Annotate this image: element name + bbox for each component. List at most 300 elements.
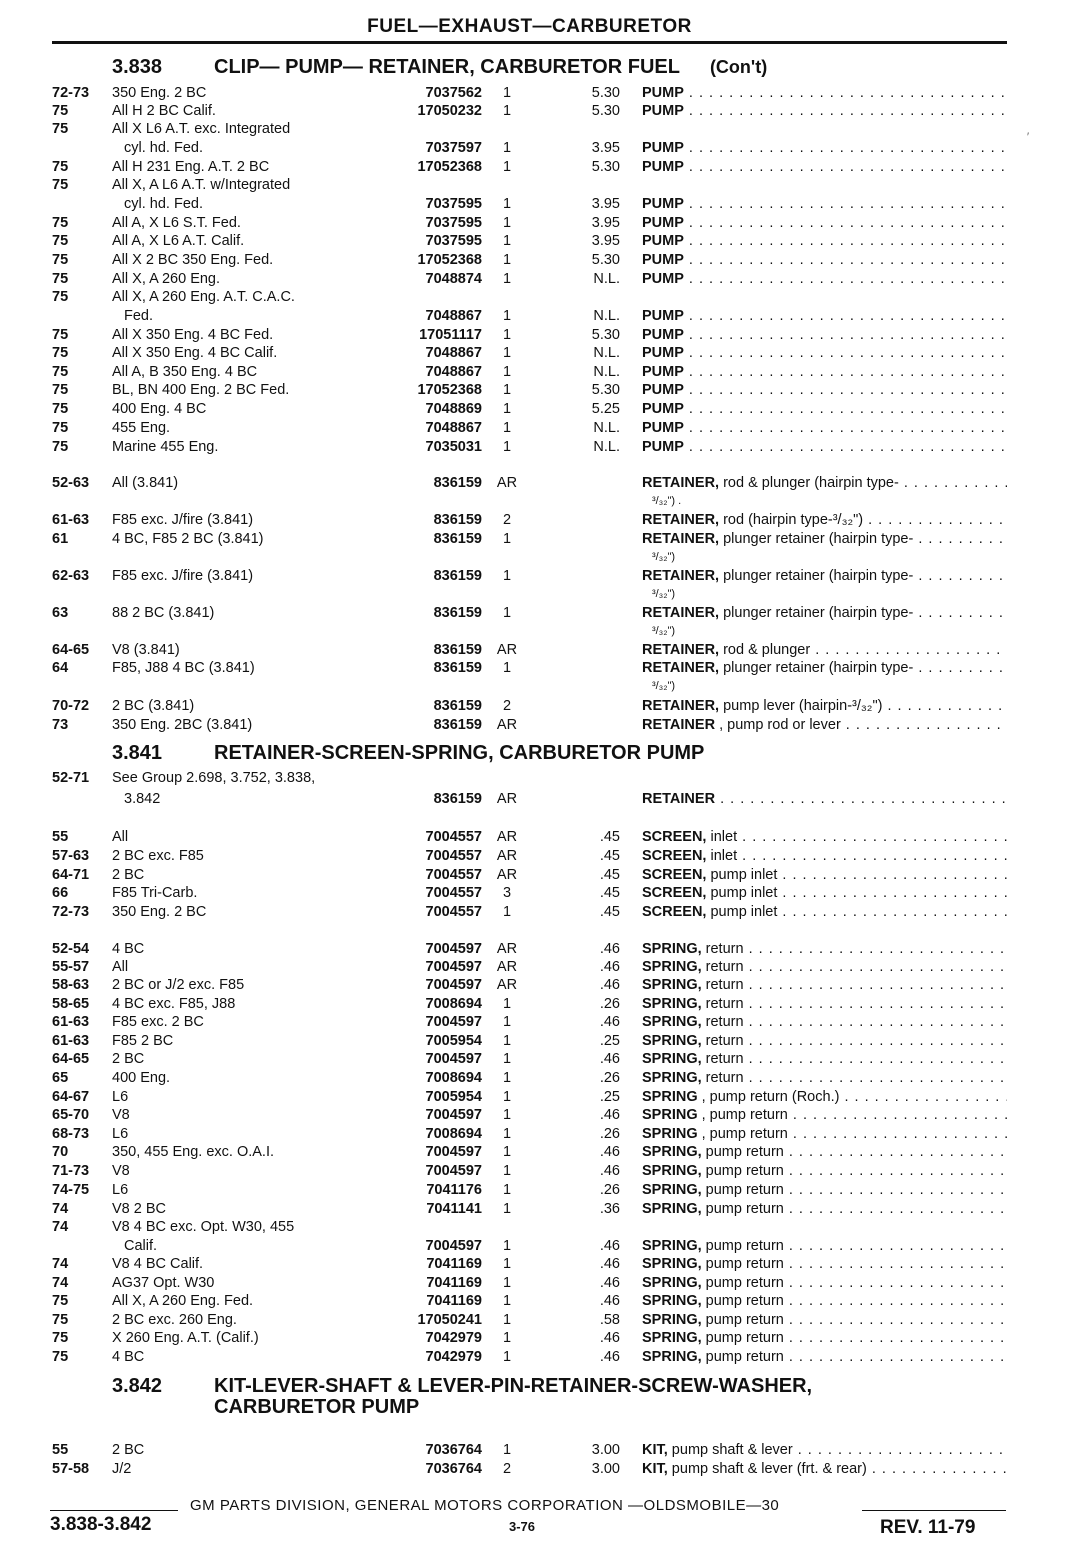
description-cell	[642, 474, 1007, 492]
description-text: pump return	[701, 1182, 784, 1198]
application-cell: All X 350 Eng. 4 BC Calif.	[112, 345, 278, 361]
table-row	[0, 176, 1075, 194]
part-number-cell: 7048874	[425, 271, 482, 287]
section-name: RETAINER-SCREEN-SPRING, CARBURETOR PUMP	[214, 742, 705, 764]
year-cell: 58-65	[52, 996, 90, 1012]
description-cell	[642, 438, 1007, 456]
year-cell: 70-72	[52, 698, 90, 714]
quantity-cell: 1	[502, 1163, 512, 1179]
application-cell: All X L6 A.T. exc. Integrated	[112, 121, 291, 137]
quantity-cell: AR	[496, 848, 518, 864]
quantity-cell: 1	[502, 1256, 512, 1272]
description-text: pump return	[701, 1312, 784, 1328]
quantity-cell: 1	[502, 1126, 512, 1142]
section-name: CLIP— PUMP— RETAINER, CARBURETOR FUEL	[214, 56, 680, 78]
table-row	[0, 1274, 1075, 1292]
table-row	[0, 1460, 1075, 1478]
table-row	[0, 530, 1075, 563]
quantity-cell: 1	[502, 103, 512, 119]
description-cell	[642, 158, 1007, 176]
description-text: rod & plunger	[719, 642, 811, 658]
application-cell: See Group 2.698, 3.752, 3.838,	[112, 770, 316, 786]
quantity-cell: 1	[502, 327, 512, 343]
section-title-3841	[112, 742, 704, 765]
quantity-cell: 1	[502, 1014, 512, 1030]
footer-publisher: GM PARTS DIVISION, GENERAL MOTORS CORPORATION —OLDSMOBILE—30	[190, 1497, 780, 1514]
description-cell	[642, 251, 1007, 269]
description-cell	[642, 1460, 1007, 1478]
table-row	[0, 1032, 1075, 1050]
table-row	[0, 400, 1075, 418]
price-cell: .26	[599, 1126, 620, 1142]
description-text: , pump return	[697, 1126, 788, 1142]
leader-dots	[784, 1330, 1007, 1346]
table-row	[0, 940, 1075, 958]
description-cell	[642, 976, 1007, 994]
description-cell	[642, 1274, 1007, 1292]
quantity-cell: AR	[496, 829, 518, 845]
description-text: pump return	[701, 1201, 784, 1217]
part-number-cell: 836159	[433, 531, 482, 547]
year-cell: 73	[52, 717, 69, 733]
description-cell	[642, 326, 1007, 344]
year-cell: 65	[52, 1070, 69, 1086]
application-cell: 350 Eng. 2BC (3.841)	[112, 717, 253, 733]
section-name: KIT-LEVER-SHAFT & LEVER-PIN-RETAINER-SCREW-WASHER,	[214, 1375, 813, 1397]
part-number-cell: 7004557	[425, 829, 482, 845]
year-cell: 75	[52, 252, 69, 268]
description-keyword: SPRING,	[642, 1070, 702, 1086]
description-cell	[642, 903, 1007, 921]
part-number-cell: 7036764	[425, 1442, 482, 1458]
description-cell	[642, 232, 1007, 250]
part-number-cell: 17050232	[417, 103, 482, 119]
quantity-cell: 3	[502, 885, 512, 901]
description-cell	[642, 1237, 1007, 1255]
price-cell: 3.00	[591, 1461, 620, 1477]
leader-dots	[684, 364, 1007, 380]
table-row	[0, 1069, 1075, 1087]
table-row	[0, 866, 1075, 884]
leader-dots	[744, 941, 1007, 957]
price-cell: 5.30	[591, 252, 620, 268]
year-cell: 55	[52, 1442, 69, 1458]
table-row	[0, 195, 1075, 213]
year-cell: 72-73	[52, 85, 90, 101]
description-cell	[642, 697, 1007, 715]
description-keyword: SPRING,	[642, 941, 702, 957]
leader-dots	[684, 85, 1007, 101]
description-cell	[642, 884, 1007, 902]
leader-dots	[744, 959, 1007, 975]
description-keyword: RETAINER,	[642, 605, 720, 621]
price-cell: .45	[599, 829, 620, 845]
year-cell: 52-63	[52, 475, 90, 491]
part-number-cell: 7005954	[425, 1033, 482, 1049]
description-text: pump return	[701, 1256, 784, 1272]
quantity-cell: 1	[502, 85, 512, 101]
description-cell	[642, 1013, 1007, 1031]
leader-dots	[737, 848, 1007, 864]
description-continuation: ³/₃₂")	[652, 680, 676, 692]
description-keyword: RETAINER	[642, 791, 716, 807]
description-cell	[642, 567, 1007, 585]
description-keyword: RETAINER,	[642, 660, 720, 676]
quantity-cell: 1	[502, 605, 512, 621]
table-row	[0, 84, 1075, 102]
part-number-cell: 836159	[433, 660, 482, 676]
part-number-cell: 7041169	[426, 1256, 482, 1272]
part-number-cell: 7037597	[425, 140, 482, 156]
price-cell: N.L.	[593, 364, 620, 380]
leader-dots	[913, 531, 1007, 547]
leader-dots	[913, 660, 1007, 676]
description-keyword: SPRING,	[642, 1201, 702, 1217]
part-number-cell: 7004557	[425, 885, 482, 901]
price-cell: N.L.	[593, 271, 620, 287]
description-keyword: PUMP	[642, 159, 684, 175]
footer-page-number: 3-76	[509, 1519, 536, 1534]
section-title-3842	[112, 1375, 812, 1416]
leader-dots	[737, 829, 1007, 845]
description-cell	[642, 270, 1007, 288]
table-row	[0, 716, 1075, 734]
table-row	[0, 326, 1075, 344]
quantity-cell: 1	[502, 1089, 512, 1105]
quantity-cell: 1	[502, 1144, 512, 1160]
leader-dots	[684, 345, 1007, 361]
part-number-cell: 7004597	[425, 1238, 482, 1254]
leader-dots	[788, 1126, 1007, 1142]
quantity-cell: AR	[496, 475, 518, 491]
application-cell: All X 2 BC 350 Eng. Fed.	[112, 252, 274, 268]
description-cell	[642, 828, 1007, 846]
price-cell: 5.25	[591, 401, 620, 417]
description-keyword: RETAINER	[642, 717, 716, 733]
application-cell: F85 2 BC	[112, 1033, 174, 1049]
application-cell: 2 BC (3.841)	[112, 698, 195, 714]
application-cell: L6	[112, 1089, 129, 1105]
application-cell: 400 Eng. 4 BC	[112, 401, 207, 417]
leader-dots	[784, 1293, 1007, 1309]
leader-dots	[784, 1238, 1007, 1254]
page-header: FUEL—EXHAUST—CARBURETOR	[367, 16, 692, 37]
table-row	[0, 214, 1075, 232]
quantity-cell: AR	[496, 941, 518, 957]
application-cell: 2 BC	[112, 867, 145, 883]
leader-dots	[788, 1107, 1007, 1123]
quantity-cell: 1	[502, 1330, 512, 1346]
description-keyword: PUMP	[642, 401, 684, 417]
description-cell	[642, 307, 1007, 325]
description-continuation: ³/₃₂")	[652, 551, 676, 563]
table-row	[0, 884, 1075, 902]
description-cell	[642, 1050, 1007, 1068]
description-continuation: ³/₃₂") .	[652, 495, 682, 507]
table-row	[0, 474, 1075, 507]
quantity-cell: 1	[502, 364, 512, 380]
leader-dots	[684, 401, 1007, 417]
part-number-cell: 836159	[433, 642, 482, 658]
table-row	[0, 270, 1075, 288]
leader-dots	[744, 1070, 1007, 1086]
year-cell: 55-57	[52, 959, 90, 975]
description-keyword: SCREEN,	[642, 867, 707, 883]
price-cell: .46	[599, 1256, 620, 1272]
price-cell: .58	[599, 1312, 620, 1328]
description-cell	[642, 511, 1007, 529]
part-number-cell: 7036764	[425, 1461, 482, 1477]
part-number-cell: 7042979	[425, 1330, 482, 1346]
price-cell: 3.95	[591, 140, 620, 156]
description-keyword: SPRING,	[642, 959, 702, 975]
part-number-cell: 7048867	[425, 345, 482, 361]
description-keyword: PUMP	[642, 85, 684, 101]
table-row	[0, 1348, 1075, 1366]
quantity-cell: 1	[502, 252, 512, 268]
description-text: rod & plunger (hairpin type-	[719, 475, 899, 491]
leader-dots	[684, 233, 1007, 249]
year-cell: 75	[52, 1312, 69, 1328]
description-text: pump inlet	[706, 867, 778, 883]
year-cell: 70	[52, 1144, 69, 1160]
description-text: inlet	[706, 829, 738, 845]
description-cell	[642, 847, 1007, 865]
description-text: pump return	[701, 1293, 784, 1309]
description-continuation: ³/₃₂")	[652, 588, 676, 600]
description-cell	[642, 940, 1007, 958]
description-cell	[642, 139, 1007, 157]
table-row	[0, 1255, 1075, 1273]
leader-dots	[784, 1144, 1007, 1160]
year-cell: 64-65	[52, 1051, 90, 1067]
description-text: rod (hairpin type-³/₃₂")	[719, 512, 864, 528]
part-number-cell: 7004597	[425, 959, 482, 975]
table-row	[0, 769, 1075, 787]
description-keyword: PUMP	[642, 345, 684, 361]
year-cell: 58-63	[52, 977, 90, 993]
part-number-cell: 7048867	[425, 420, 482, 436]
part-number-cell: 7008694	[425, 1070, 482, 1086]
leader-dots	[784, 1163, 1007, 1179]
application-cell: 2 BC exc. 260 Eng.	[112, 1312, 237, 1328]
table-row	[0, 828, 1075, 846]
description-keyword: SPRING,	[642, 1051, 702, 1067]
description-keyword: PUMP	[642, 382, 684, 398]
description-keyword: PUMP	[642, 271, 684, 287]
leader-dots	[913, 605, 1007, 621]
part-number-cell: 7004557	[425, 867, 482, 883]
year-cell: 62-63	[52, 568, 90, 584]
description-keyword: SPRING,	[642, 1349, 702, 1365]
price-cell: .45	[599, 885, 620, 901]
price-cell: .46	[599, 1293, 620, 1309]
description-text: return	[701, 996, 744, 1012]
description-keyword: RETAINER,	[642, 531, 720, 547]
part-number-cell: 7037595	[425, 215, 482, 231]
table-row	[0, 1292, 1075, 1310]
section-name-line2: CARBURETOR PUMP	[214, 1396, 420, 1418]
year-cell: 74	[52, 1219, 69, 1235]
application-cell: cyl. hd. Fed.	[124, 196, 203, 212]
part-number-cell: 7041169	[426, 1275, 482, 1291]
description-keyword: SCREEN,	[642, 904, 707, 920]
quantity-cell: 1	[502, 382, 512, 398]
leader-dots	[784, 1201, 1007, 1217]
price-cell: .45	[599, 904, 620, 920]
application-cell: V8	[112, 1163, 130, 1179]
leader-dots	[784, 1349, 1007, 1365]
application-cell: X 260 Eng. A.T. (Calif.)	[112, 1330, 259, 1346]
table-row	[0, 1050, 1075, 1068]
application-cell: All	[112, 959, 129, 975]
quantity-cell: 1	[502, 568, 512, 584]
description-cell	[642, 400, 1007, 418]
part-number-cell: 7004597	[425, 977, 482, 993]
footer-section-range: 3.838-3.842	[50, 1514, 152, 1535]
price-cell: 5.30	[591, 103, 620, 119]
description-text: return	[701, 977, 744, 993]
table-row	[0, 1143, 1075, 1161]
leader-dots	[784, 1275, 1007, 1291]
year-cell: 75	[52, 1349, 69, 1365]
description-keyword: PUMP	[642, 140, 684, 156]
part-number-cell: 7042979	[425, 1349, 482, 1365]
description-cell	[642, 659, 1007, 677]
table-row	[0, 567, 1075, 600]
description-cell	[642, 1348, 1007, 1366]
description-cell	[642, 1181, 1007, 1199]
description-text: pump return	[701, 1144, 784, 1160]
part-number-cell: 7048867	[425, 308, 482, 324]
application-cell: 400 Eng.	[112, 1070, 171, 1086]
table-row	[0, 511, 1075, 529]
section-number: 3.841	[112, 742, 163, 764]
description-text: pump return	[701, 1275, 784, 1291]
quantity-cell: 1	[502, 196, 512, 212]
description-cell	[642, 84, 1007, 102]
price-cell: 3.95	[591, 215, 620, 231]
price-cell: 5.30	[591, 85, 620, 101]
description-keyword: PUMP	[642, 233, 684, 249]
description-keyword: PUMP	[642, 364, 684, 380]
quantity-cell: 1	[502, 1201, 512, 1217]
table-row	[0, 1106, 1075, 1124]
quantity-cell: 1	[502, 1349, 512, 1365]
table-row	[0, 232, 1075, 250]
table-row	[0, 1237, 1075, 1255]
part-number-cell: 7041169	[426, 1293, 482, 1309]
application-cell: V8	[112, 1107, 130, 1123]
part-number-cell: 17052368	[417, 159, 482, 175]
table-row	[0, 381, 1075, 399]
year-cell: 75	[52, 215, 69, 231]
description-cell	[642, 1125, 1007, 1143]
description-text: pump shaft & lever	[667, 1442, 793, 1458]
part-number-cell: 7004597	[425, 1014, 482, 1030]
price-cell: .36	[599, 1201, 620, 1217]
year-cell: 64	[52, 660, 69, 676]
application-cell: 4 BC	[112, 1349, 145, 1365]
year-cell: 75	[52, 1293, 69, 1309]
table-row	[0, 1311, 1075, 1329]
description-cell	[642, 866, 1007, 884]
year-cell: 75	[52, 364, 69, 380]
leader-dots	[684, 420, 1007, 436]
description-text: return	[701, 1070, 744, 1086]
leader-dots	[777, 885, 1007, 901]
description-text: pump return	[701, 1238, 784, 1254]
description-text: plunger retainer (hairpin type-	[719, 660, 914, 676]
year-cell: 68-73	[52, 1126, 90, 1142]
application-cell: All	[112, 829, 129, 845]
leader-dots	[684, 103, 1007, 119]
price-cell: .46	[599, 1014, 620, 1030]
part-number-cell: 836159	[433, 605, 482, 621]
year-cell: 75	[52, 1330, 69, 1346]
section-number: 3.842	[112, 1375, 163, 1397]
leader-dots	[777, 904, 1007, 920]
description-text: pump lever (hairpin-³/₃₂")	[719, 698, 883, 714]
year-cell: 64-67	[52, 1089, 90, 1105]
description-keyword: SPRING,	[642, 1256, 702, 1272]
description-keyword: SCREEN,	[642, 885, 707, 901]
year-cell: 71-73	[52, 1163, 90, 1179]
description-keyword: RETAINER,	[642, 568, 720, 584]
leader-dots	[684, 196, 1007, 212]
year-cell: 52-71	[52, 770, 90, 786]
description-keyword: PUMP	[642, 327, 684, 343]
part-number-cell: 7004557	[425, 904, 482, 920]
description-keyword: SPRING	[642, 1089, 698, 1105]
description-cell	[642, 363, 1007, 381]
description-keyword: SPRING,	[642, 1275, 702, 1291]
application-cell: All A, X L6 S.T. Fed.	[112, 215, 241, 231]
application-cell: 2 BC	[112, 1442, 145, 1458]
year-cell: 75	[52, 103, 69, 119]
table-row	[0, 697, 1075, 715]
description-keyword: PUMP	[642, 439, 684, 455]
application-cell: 3.842	[124, 791, 161, 807]
table-row	[0, 1125, 1075, 1143]
part-number-cell: 7037595	[425, 233, 482, 249]
application-cell: V8 2 BC	[112, 1201, 166, 1217]
description-text: pump shaft & lever (frt. & rear)	[667, 1461, 867, 1477]
description-cell	[642, 604, 1007, 622]
table-row	[0, 1329, 1075, 1347]
description-cell	[642, 1200, 1007, 1218]
leader-dots	[744, 977, 1007, 993]
quantity-cell: 1	[502, 1293, 512, 1309]
description-cell	[642, 419, 1007, 437]
table-row	[0, 1181, 1075, 1199]
description-cell	[642, 1069, 1007, 1087]
application-cell: All X, A L6 A.T. w/Integrated	[112, 177, 291, 193]
leader-dots	[684, 308, 1007, 324]
description-keyword: SPRING	[642, 1126, 698, 1142]
description-text: pump return	[701, 1330, 784, 1346]
part-number-cell: 836159	[433, 568, 482, 584]
table-row	[0, 641, 1075, 659]
description-keyword: SPRING,	[642, 1182, 702, 1198]
application-cell: All X, A 260 Eng. Fed.	[112, 1293, 254, 1309]
table-row	[0, 1218, 1075, 1236]
price-cell: .26	[599, 996, 620, 1012]
table-row	[0, 1441, 1075, 1459]
quantity-cell: 2	[502, 698, 512, 714]
quantity-cell: 1	[502, 215, 512, 231]
year-cell: 75	[52, 177, 69, 193]
